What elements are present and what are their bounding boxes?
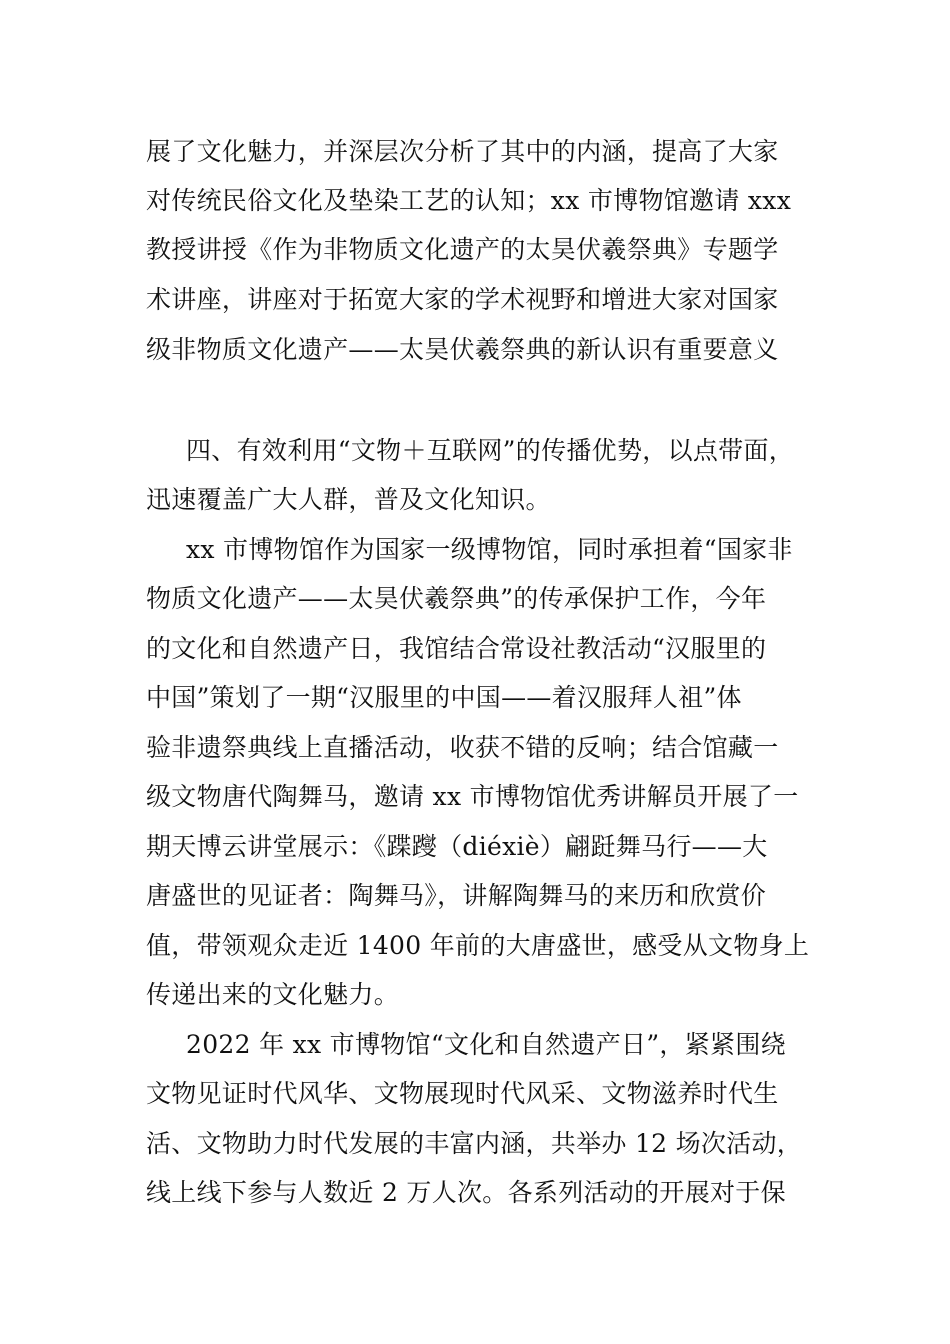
paragraph-line: 级文物唐代陶舞马，邀请 xx 市博物馆优秀讲解员开展了一 [146,782,799,811]
paragraph-line: xx 市博物馆作为国家一级博物馆，同时承担着“国家非 [186,535,793,564]
paragraph-line: 验非遗祭典线上直播活动，收获不错的反响；结合馆藏一 [146,733,779,762]
paragraph-line: 期天博云讲堂展示：《蹀躞（diéxiè）翩跹舞马行——大 [146,832,768,861]
paragraph-line: 值，带领观众走近 1400 年前的大唐盛世，感受从文物身上 [146,931,810,960]
section-heading-line: 四、有效利用“文物＋互联网”的传播优势，以点带面， [186,436,795,465]
paragraph-line: 中国”策划了一期“汉服里的中国——着汉服拜人祖”体 [146,683,742,712]
paragraph-line: 术讲座，讲座对于拓宽大家的学术视野和增进大家对国家 [146,285,779,314]
paragraph-line: 物质文化遗产——太昊伏羲祭典”的传承保护工作，今年 [146,584,767,613]
paragraph-line: 文物见证时代风华、文物展现时代风采、文物滋养时代生 [146,1079,779,1108]
paragraph-line: 级非物质文化遗产——太昊伏羲祭典的新认识有重要意义 [146,335,779,364]
paragraph-line: 2022 年 xx 市博物馆“文化和自然遗产日”，紧紧围绕 [186,1030,786,1059]
paragraph-line: 的文化和自然遗产日，我馆结合常设社教活动“汉服里的 [146,634,767,663]
paragraph-line: 展了文化魅力，并深层次分析了其中的内涵，提高了大家 [146,137,779,166]
paragraph-line: 活、文物助力时代发展的丰富内涵，共举办 12 场次活动， [146,1129,803,1158]
paragraph-line: 教授讲授《作为非物质文化遗产的太昊伏羲祭典》专题学 [146,235,779,264]
paragraph-line: 对传统民俗文化及垫染工艺的认知；xx 市博物馆邀请 xxx [146,186,792,215]
paragraph-line: 唐盛世的见证者：陶舞马》，讲解陶舞马的来历和欣赏价 [146,881,767,910]
paragraph-line: 传递出来的文化魅力。 [146,980,400,1009]
paragraph-line: 线上线下参与人数近 2 万人次。各系列活动的开展对于保 [146,1178,786,1207]
section-heading-line: 迅速覆盖广大人群，普及文化知识。 [146,485,551,514]
